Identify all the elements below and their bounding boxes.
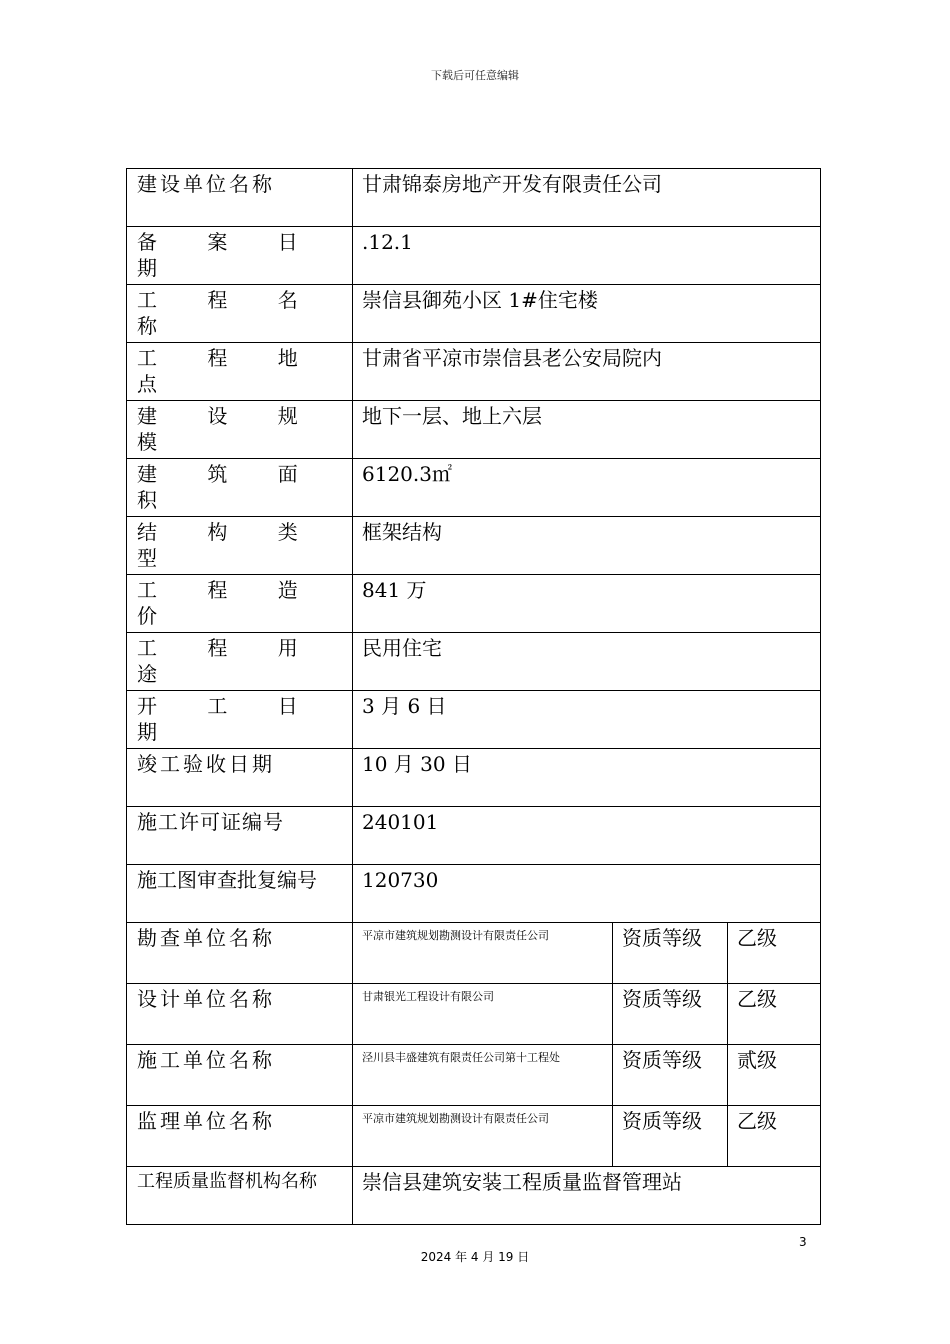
row-value: 240101 bbox=[353, 807, 821, 865]
qualification-label: 资质等级 bbox=[613, 1106, 728, 1167]
unit-name: 平凉市建筑规划勘测设计有限责任公司 bbox=[353, 1106, 613, 1167]
unit-name: 甘肃银光工程设计有限公司 bbox=[353, 984, 613, 1045]
row-value: 崇信县建筑安装工程质量监督管理站 bbox=[353, 1167, 821, 1225]
table-row bbox=[127, 865, 821, 923]
table-row bbox=[127, 517, 821, 575]
row-value: 民用住宅 bbox=[353, 633, 821, 691]
qualification-label: 资质等级 bbox=[613, 1045, 728, 1106]
qualification-grade: 乙级 bbox=[728, 1106, 821, 1167]
qualification-grade: 贰级 bbox=[728, 1045, 821, 1106]
row-label: 开 工 日 期 bbox=[127, 691, 353, 749]
row-value: 6120.3㎡ bbox=[353, 459, 821, 517]
row-value: 120730 bbox=[353, 865, 821, 923]
table-row bbox=[127, 575, 821, 633]
row-label: 竣工验收日期 bbox=[127, 749, 353, 807]
row-value: 3 月 6 日 bbox=[353, 691, 821, 749]
qualification-label: 资质等级 bbox=[613, 984, 728, 1045]
unit-name: 泾川县丰盛建筑有限责任公司第十工程处 bbox=[353, 1045, 613, 1106]
row-label: 工 程 地 点 bbox=[127, 343, 353, 401]
unit-row bbox=[127, 984, 821, 1045]
table-row bbox=[127, 401, 821, 459]
unit-row bbox=[127, 1045, 821, 1106]
qualification-grade: 乙级 bbox=[728, 984, 821, 1045]
qualification-label: 资质等级 bbox=[613, 923, 728, 984]
row-value: 甘肃省平凉市崇信县老公安局院内 bbox=[353, 343, 821, 401]
row-label: 建 筑 面 积 bbox=[127, 459, 353, 517]
row-label: 工 程 造 价 bbox=[127, 575, 353, 633]
row-label: 建设单位名称 bbox=[127, 169, 353, 227]
table-row bbox=[127, 633, 821, 691]
table-row bbox=[127, 691, 821, 749]
row-value: 崇信县御苑小区 1#住宅楼 bbox=[353, 285, 821, 343]
qualification-grade: 乙级 bbox=[728, 923, 821, 984]
table-row bbox=[127, 807, 821, 865]
row-value: 841 万 bbox=[353, 575, 821, 633]
header-note: 下载后可任意编辑 bbox=[431, 69, 519, 82]
unit-row bbox=[127, 1106, 821, 1167]
row-label: 施工许可证编号 bbox=[127, 807, 353, 865]
row-label: 工程质量监督机构名称 bbox=[127, 1167, 353, 1225]
footer-date: 2024 年 4 月 19 日 bbox=[420, 1250, 530, 1264]
row-label: 备 案 日 期 bbox=[127, 227, 353, 285]
row-value: 地下一层、地上六层 bbox=[353, 401, 821, 459]
unit-label: 设计单位名称 bbox=[127, 984, 353, 1045]
table-row bbox=[127, 459, 821, 517]
table-row bbox=[127, 285, 821, 343]
row-value: 10 月 30 日 bbox=[353, 749, 821, 807]
row-label: 施工图审查批复编号 bbox=[127, 865, 353, 923]
row-label: 结 构 类 型 bbox=[127, 517, 353, 575]
record-table bbox=[126, 168, 821, 1225]
table-row bbox=[127, 1167, 821, 1225]
page-number: 3 bbox=[799, 1235, 807, 1249]
row-value: 框架结构 bbox=[353, 517, 821, 575]
table-row bbox=[127, 227, 821, 285]
row-label: 建 设 规 模 bbox=[127, 401, 353, 459]
row-value: 甘肃锦泰房地产开发有限责任公司 bbox=[353, 169, 821, 227]
table-row bbox=[127, 749, 821, 807]
row-value: .12.1 bbox=[353, 227, 821, 285]
unit-label: 监理单位名称 bbox=[127, 1106, 353, 1167]
unit-label: 施工单位名称 bbox=[127, 1045, 353, 1106]
table-row bbox=[127, 343, 821, 401]
table-row bbox=[127, 169, 821, 227]
unit-name: 平凉市建筑规划勘测设计有限责任公司 bbox=[353, 923, 613, 984]
unit-label: 勘查单位名称 bbox=[127, 923, 353, 984]
unit-row bbox=[127, 923, 821, 984]
row-label: 工 程 名 称 bbox=[127, 285, 353, 343]
row-label: 工 程 用 途 bbox=[127, 633, 353, 691]
